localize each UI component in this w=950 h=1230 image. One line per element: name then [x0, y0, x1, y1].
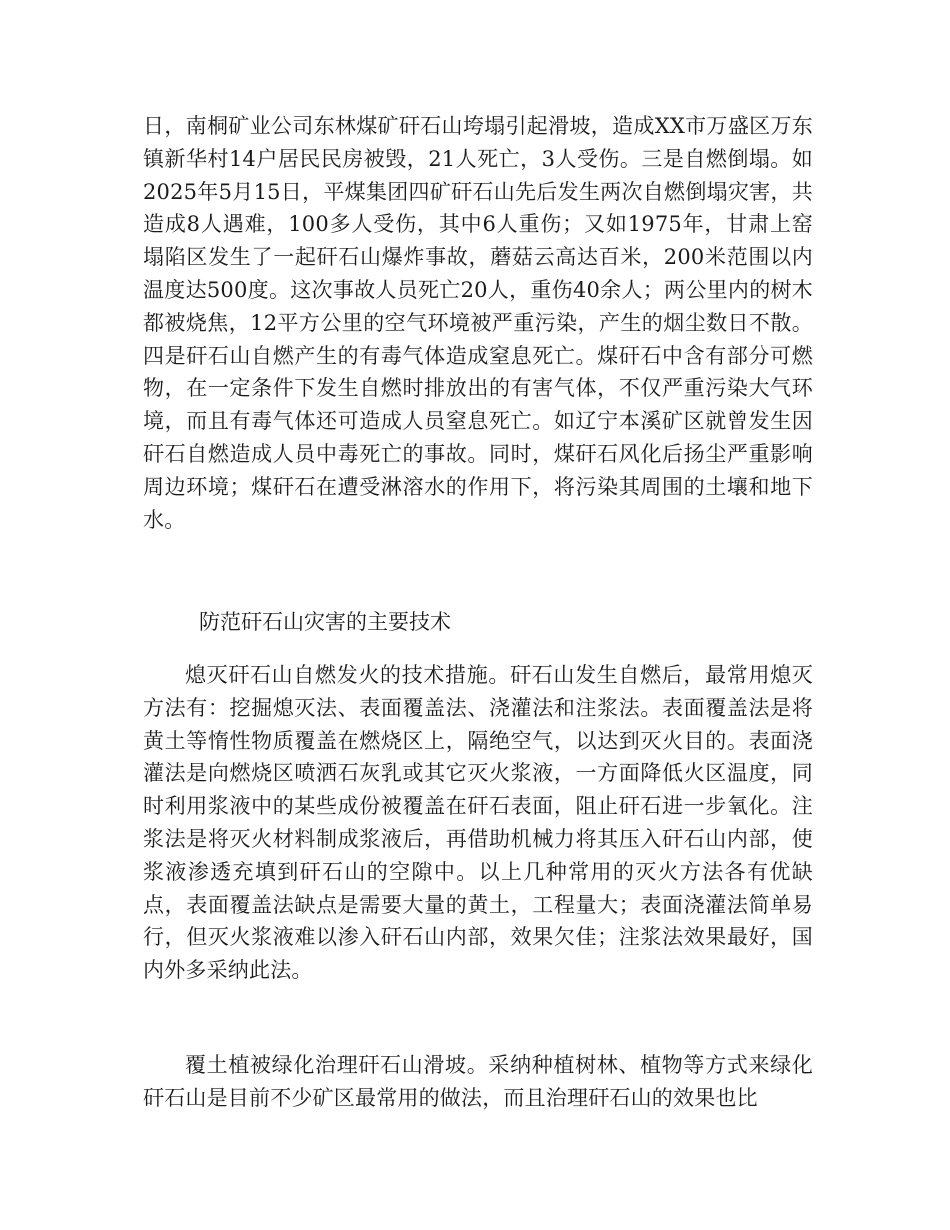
body-paragraph: 覆土植被绿化治理矸石山滑坡。采纳种植树林、植物等方式来绿化矸石山是目前不少矿区最常用的做法，而且治理矸石山的效果也比 — [143, 1053, 813, 1110]
section-heading: 防范矸石山灾害的主要技术 — [199, 610, 451, 634]
body-paragraph: 熄灭矸石山自燃发火的技术措施。矸石山发生自燃后，最常用熄灭方法有：挖掘熄灭法、表面覆盖法、浇灌法和注浆法。表面覆盖法是将黄土等惰性物质覆盖在燃烧区上，隔绝空气，以达到灭火目的。表面浇灌法是向燃烧区喷洒石灰乳或其它灭火浆液，一方面降低火区温度，同时利用浆液中的某些成份被覆盖在矸石表面，阻止矸石进一步氧化。注浆法是将灭火材料制成浆液后，再借助机械力将其压入矸石山内部，使浆液渗透充填到矸石山的空隙中。以上几种常用的灭火方法各有优缺点，表面覆盖法缺点是需要大量的黄土，工程量大；表面浇灌法简单易行，但灭火浆液难以渗入矸石山内部，效果欠佳；注浆法效果最好，国内外多采纳此法。 — [143, 663, 813, 983]
body-paragraph: 日，南桐矿业公司东林煤矿矸石山垮塌引起滑坡，造成XX市万盛区万东镇新华村14户居民民房被毁，21人死亡，3人受伤。三是自燃倒塌。如2025年5月15日，平煤集团四矿矸石山先后发生两次自燃倒塌灾害，共造成8人遇难，100多人受伤，其中6人重伤；又如1975年，甘肃上窑塌陷区发生了一起矸石山爆炸事故，蘑菇云高达百米，200米范围以内温度达500度。这次事故人员死亡20人，重伤40余人；两公里内的树木都被烧焦，12平方公里的空气环境被严重污染，产生的烟尘数日不散。四是矸石山自燃产生的有毒气体造成窒息死亡。煤矸石中含有部分可燃物，在一定条件下发生自燃时排放出的有害气体，不仅严重污染大气环境，而且有毒气体还可造成人员窒息死亡。如辽宁本溪矿区就曾发生因矸石自燃造成人员中毒死亡的事故。同时，煤矸石风化后扬尘严重影响周边环境；煤矸石在遭受淋溶水的作用下，将污染其周围的土壤和地下水。 — [143, 114, 813, 532]
